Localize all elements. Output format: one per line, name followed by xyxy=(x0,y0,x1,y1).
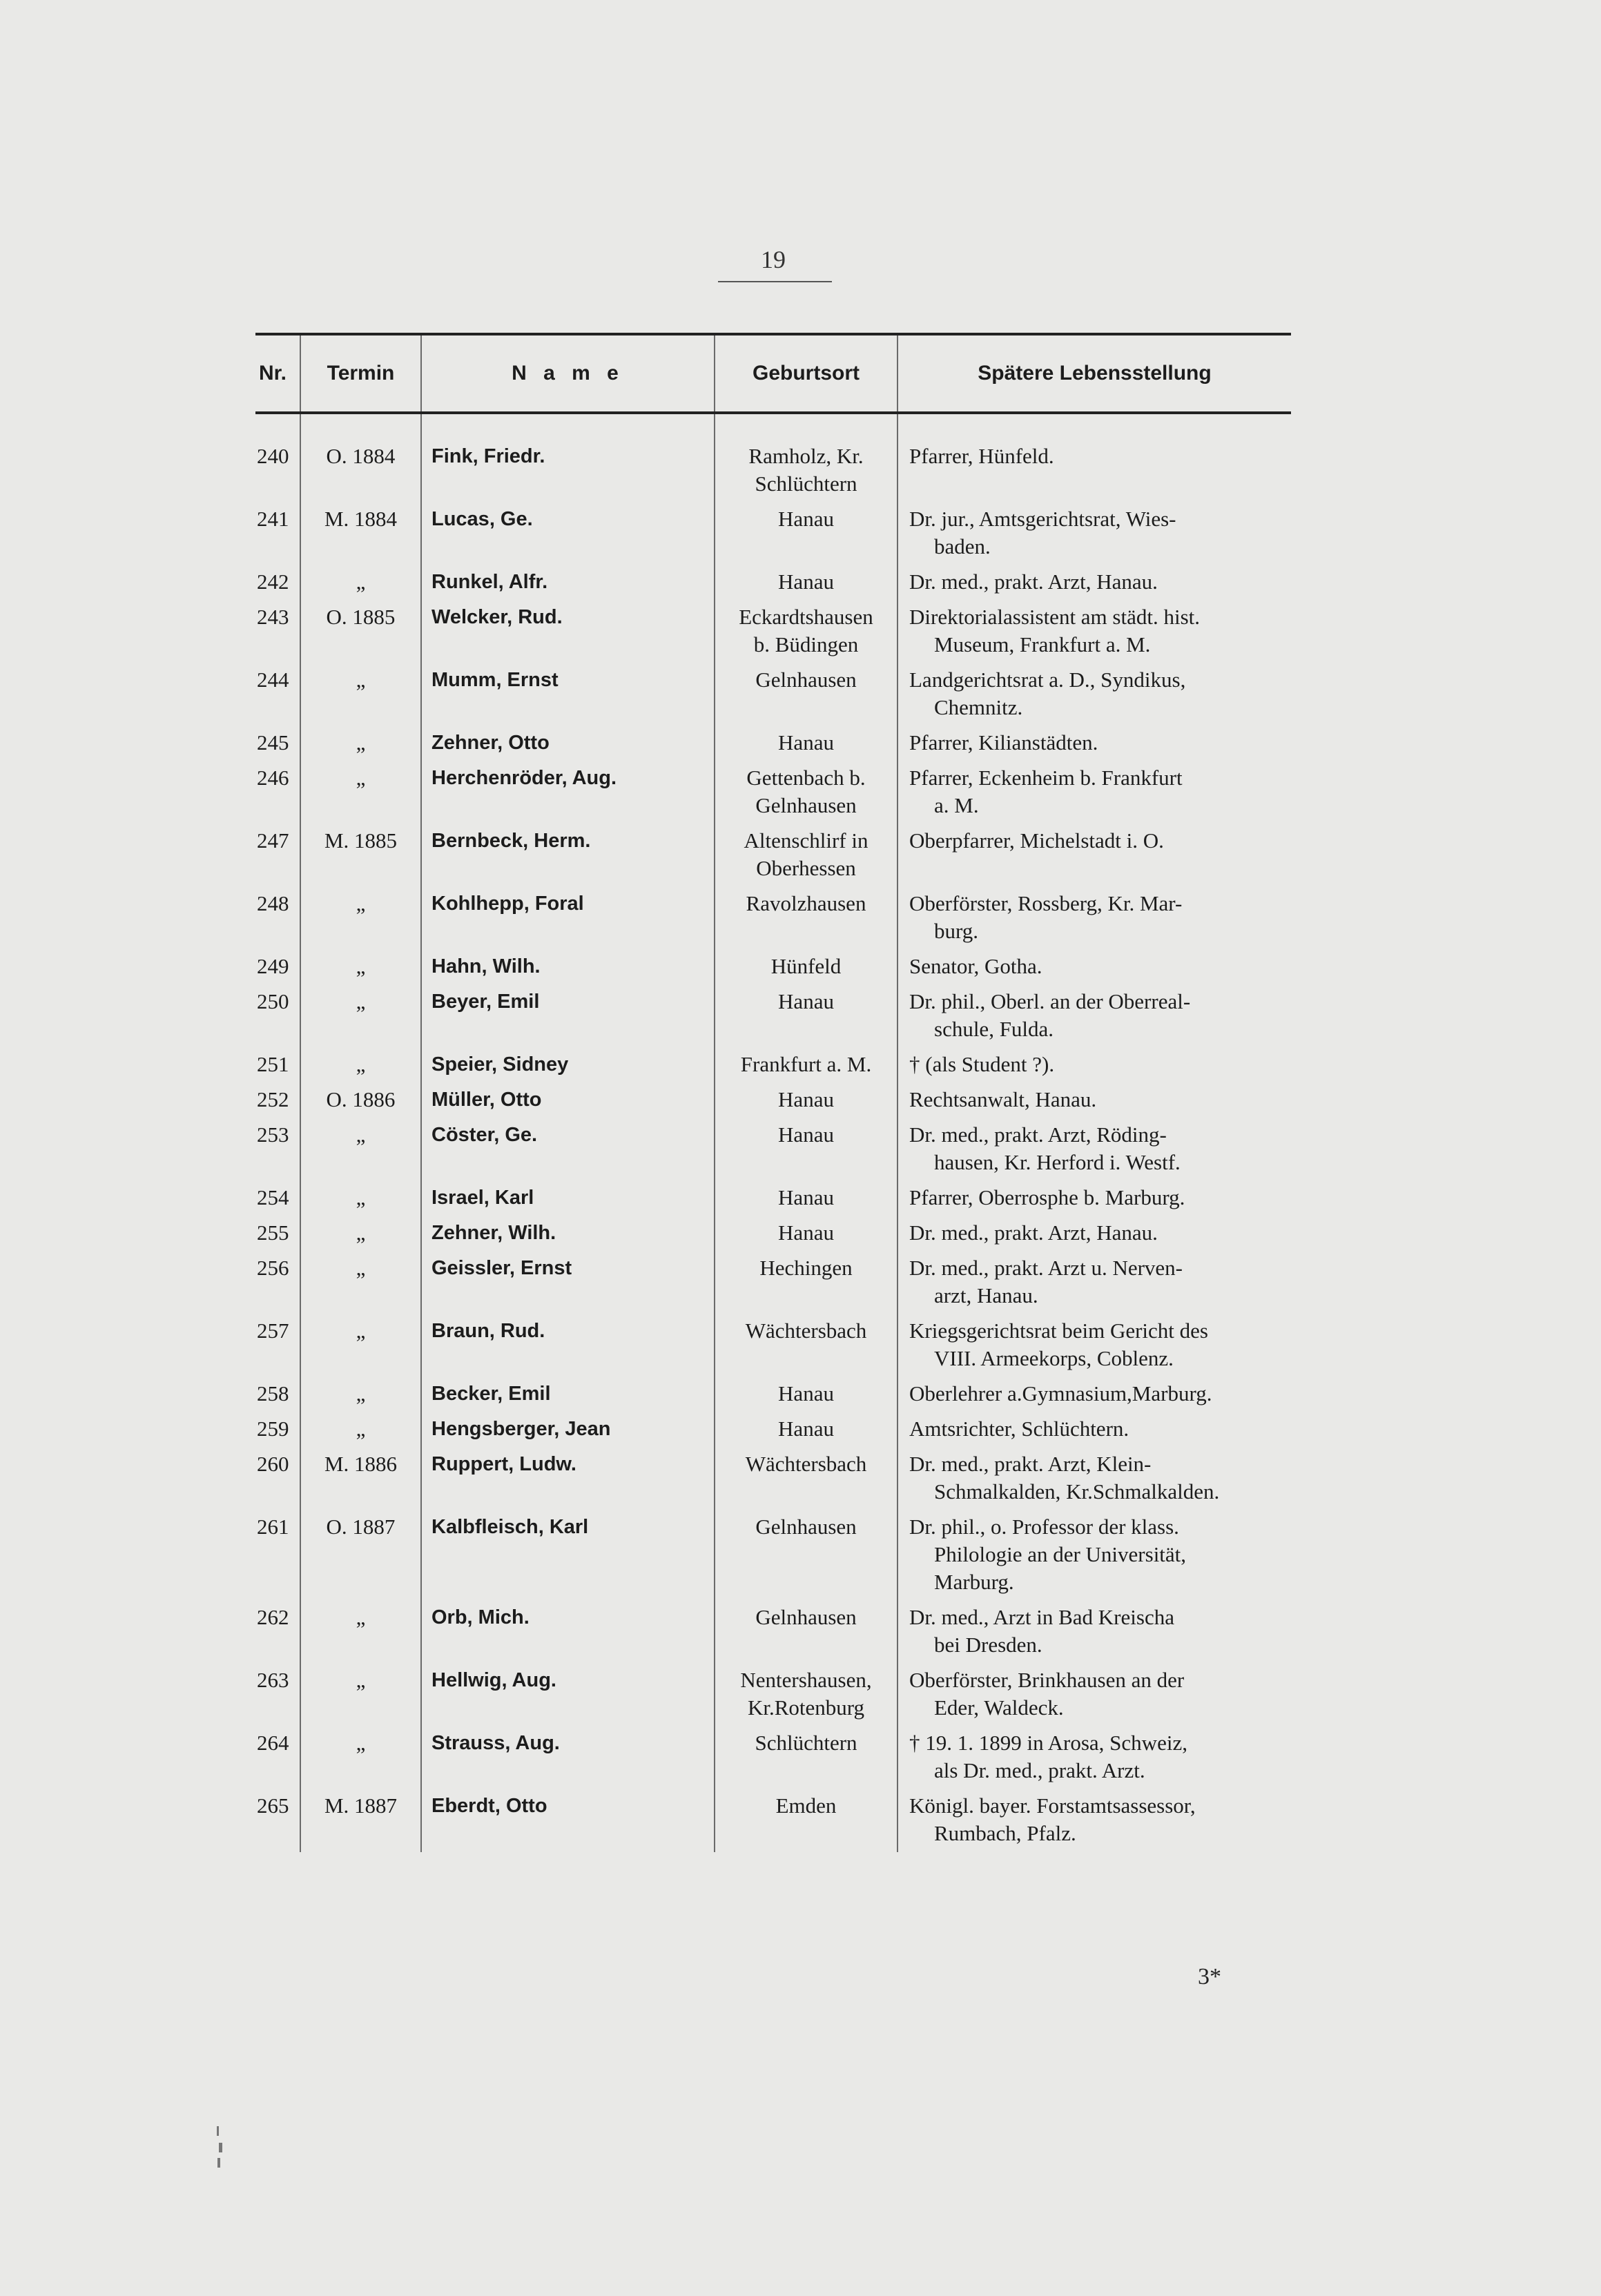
table-row xyxy=(255,1377,1291,1412)
header-name: N a m e xyxy=(421,334,715,413)
lebensstellung-line: Landgerichtsrat a. D., Syndikus, xyxy=(909,668,1186,692)
table-row xyxy=(255,565,1291,601)
row-geburtsort xyxy=(715,1048,897,1083)
geburtsort-line: Hanau xyxy=(778,1417,834,1441)
row-geburtsort xyxy=(715,726,897,761)
lebensstellung-line: Direktorialassistent am städt. hist. xyxy=(909,605,1201,629)
row-geburtsort xyxy=(715,1083,897,1118)
table-row xyxy=(255,1664,1291,1726)
row-termin: „ xyxy=(300,1726,421,1789)
row-geburtsort xyxy=(715,985,897,1048)
row-termin: „ xyxy=(300,985,421,1048)
row-name: Zehner, Wilh. xyxy=(421,1216,715,1252)
geburtsort-line: Oberhessen xyxy=(756,856,856,880)
row-name: Eberdt, Otto xyxy=(421,1789,715,1852)
row-name: Geissler, Ernst xyxy=(421,1252,715,1314)
row-lebensstellung xyxy=(897,1252,1291,1314)
row-geburtsort xyxy=(715,1510,897,1601)
row-geburtsort xyxy=(715,1601,897,1664)
row-lebensstellung xyxy=(897,1448,1291,1510)
lebensstellung-line: Kriegsgerichtsrat beim Gericht des xyxy=(909,1319,1208,1343)
table-body xyxy=(255,413,1291,1852)
geburtsort-line: Gelnhausen xyxy=(755,668,857,692)
row-nr: 254 xyxy=(257,1185,289,1209)
geburtsort-line: Wächtersbach xyxy=(745,1319,867,1343)
lebensstellung-line: Oberförster, Rossberg, Kr. Mar- xyxy=(909,891,1183,915)
row-name: Hellwig, Aug. xyxy=(421,1664,715,1726)
row-nr: 257 xyxy=(257,1319,289,1343)
geburtsort-line: Gelnhausen xyxy=(755,793,857,817)
lebensstellung-line: Marburg. xyxy=(934,1570,1014,1594)
row-geburtsort xyxy=(715,440,897,503)
row-lebensstellung xyxy=(897,1789,1291,1852)
row-nr: 264 xyxy=(257,1731,289,1755)
row-nr: 258 xyxy=(257,1381,289,1405)
row-geburtsort xyxy=(715,1216,897,1252)
row-name: Kohlhepp, Foral xyxy=(421,887,715,950)
row-name: Zehner, Otto xyxy=(421,726,715,761)
lebensstellung-line: burg. xyxy=(934,919,979,943)
row-lebensstellung xyxy=(897,1083,1291,1118)
table-row xyxy=(255,887,1291,950)
row-termin: M. 1886 xyxy=(300,1448,421,1510)
geburtsort-line: Hünfeld xyxy=(770,954,842,978)
row-nr: 259 xyxy=(257,1417,289,1441)
row-lebensstellung xyxy=(897,1510,1291,1601)
row-geburtsort xyxy=(715,1118,897,1181)
row-lebensstellung xyxy=(897,726,1291,761)
row-termin: M. 1885 xyxy=(300,824,421,887)
table-row xyxy=(255,1314,1291,1377)
geburtsort-line: Frankfurt a. M. xyxy=(740,1052,872,1076)
table-row xyxy=(255,601,1291,663)
geburtsort-line: Hanau xyxy=(778,570,834,594)
row-lebensstellung xyxy=(897,950,1291,985)
lebensstellung-line: Oberlehrer a.Gymnasium,Marburg. xyxy=(909,1381,1212,1405)
row-termin: „ xyxy=(300,726,421,761)
table-row xyxy=(255,1448,1291,1510)
lebensstellung-line: Pfarrer, Kilianstädten. xyxy=(909,730,1098,755)
row-geburtsort xyxy=(715,1789,897,1852)
geburtsort-line: Gelnhausen xyxy=(755,1515,857,1539)
geburtsort-line: Eckardtshausen xyxy=(739,605,873,629)
lebensstellung-line: Museum, Frankfurt a. M. xyxy=(934,632,1151,656)
table-row xyxy=(255,824,1291,887)
margin-mark xyxy=(214,2126,226,2168)
row-name: Hahn, Wilh. xyxy=(421,950,715,985)
student-register-table xyxy=(255,333,1291,1852)
row-name: Cöster, Ge. xyxy=(421,1118,715,1181)
table-row xyxy=(255,950,1291,985)
row-termin: „ xyxy=(300,1314,421,1377)
row-termin: „ xyxy=(300,1252,421,1314)
table-row xyxy=(255,1252,1291,1314)
row-geburtsort xyxy=(715,1664,897,1726)
table-row xyxy=(255,1216,1291,1252)
row-termin: „ xyxy=(300,565,421,601)
row-lebensstellung xyxy=(897,1664,1291,1726)
row-nr: 242 xyxy=(257,570,289,594)
geburtsort-line: Hanau xyxy=(778,1185,834,1209)
row-termin: „ xyxy=(300,1181,421,1216)
lebensstellung-line: Schmalkalden, Kr.Schmalkalden. xyxy=(934,1479,1220,1504)
row-nr: 241 xyxy=(257,507,289,531)
geburtsort-line: Ramholz, Kr. xyxy=(748,444,864,468)
geburtsort-line: Hechingen xyxy=(759,1256,853,1280)
row-nr: 246 xyxy=(257,766,289,790)
row-name: Bernbeck, Herm. xyxy=(421,824,715,887)
lebensstellung-line: Dr. phil., Oberl. an der Oberreal- xyxy=(909,989,1191,1013)
geburtsort-line: Hanau xyxy=(778,507,834,531)
row-termin: O. 1884 xyxy=(300,440,421,503)
row-termin: „ xyxy=(300,663,421,726)
row-nr: 252 xyxy=(257,1087,289,1111)
row-termin: „ xyxy=(300,1048,421,1083)
geburtsort-line: b. Büdingen xyxy=(753,632,859,656)
lebensstellung-line: Oberpfarrer, Michelstadt i. O. xyxy=(909,828,1164,853)
row-termin: „ xyxy=(300,1118,421,1181)
row-name: Runkel, Alfr. xyxy=(421,565,715,601)
row-geburtsort xyxy=(715,601,897,663)
row-termin: „ xyxy=(300,1377,421,1412)
page-number: 19 xyxy=(761,246,786,273)
lebensstellung-line: arzt, Hanau. xyxy=(934,1283,1038,1307)
row-termin: „ xyxy=(300,950,421,985)
lebensstellung-line: hausen, Kr. Herford i. Westf. xyxy=(934,1150,1181,1174)
row-nr: 244 xyxy=(257,668,289,692)
row-name: Lucas, Ge. xyxy=(421,503,715,565)
row-termin: „ xyxy=(300,887,421,950)
lebensstellung-line: Pfarrer, Hünfeld. xyxy=(909,444,1054,468)
lebensstellung-line: baden. xyxy=(934,534,991,558)
row-nr: 243 xyxy=(257,605,289,629)
row-geburtsort xyxy=(715,663,897,726)
table-row xyxy=(255,1510,1291,1601)
lebensstellung-line: Pfarrer, Eckenheim b. Frankfurt xyxy=(909,766,1183,790)
row-termin: M. 1887 xyxy=(300,1789,421,1852)
row-name: Herchenröder, Aug. xyxy=(421,761,715,824)
lebensstellung-line: Königl. bayer. Forstamtsassessor, xyxy=(909,1793,1196,1818)
lebensstellung-line: Dr. med., prakt. Arzt, Hanau. xyxy=(909,570,1158,594)
lebensstellung-line: Dr. med., Arzt in Bad Kreischa xyxy=(909,1605,1174,1629)
row-geburtsort xyxy=(715,824,897,887)
row-nr: 261 xyxy=(257,1515,289,1539)
signature-mark: 3* xyxy=(1198,1964,1221,1989)
row-termin: „ xyxy=(300,1412,421,1448)
table-row xyxy=(255,1789,1291,1852)
row-nr: 249 xyxy=(257,954,289,978)
row-termin: „ xyxy=(300,1216,421,1252)
lebensstellung-line: schule, Fulda. xyxy=(934,1017,1054,1041)
geburtsort-line: Schlüchtern xyxy=(755,1731,857,1755)
row-name: Braun, Rud. xyxy=(421,1314,715,1377)
row-lebensstellung xyxy=(897,887,1291,950)
row-lebensstellung xyxy=(897,985,1291,1048)
row-geburtsort xyxy=(715,565,897,601)
lebensstellung-line: bei Dresden. xyxy=(934,1633,1042,1657)
geburtsort-line: Hanau xyxy=(778,1087,834,1111)
lebensstellung-line: Philologie an der Universität, xyxy=(934,1542,1187,1566)
lebensstellung-line: † (als Student ?). xyxy=(909,1052,1055,1076)
table-row xyxy=(255,985,1291,1048)
lebensstellung-line: a. M. xyxy=(934,793,979,817)
row-name: Speier, Sidney xyxy=(421,1048,715,1083)
row-lebensstellung xyxy=(897,1118,1291,1181)
row-name: Israel, Karl xyxy=(421,1181,715,1216)
table-row xyxy=(255,1083,1291,1118)
row-nr: 250 xyxy=(257,989,289,1013)
row-name: Hengsberger, Jean xyxy=(421,1412,715,1448)
lebensstellung-line: Chemnitz. xyxy=(934,695,1023,719)
row-name: Beyer, Emil xyxy=(421,985,715,1048)
row-nr: 251 xyxy=(257,1052,289,1076)
lebensstellung-line: Dr. med., prakt. Arzt u. Nerven- xyxy=(909,1256,1183,1280)
row-name: Strauss, Aug. xyxy=(421,1726,715,1789)
row-lebensstellung xyxy=(897,761,1291,824)
lebensstellung-line: Rumbach, Pfalz. xyxy=(934,1821,1076,1845)
geburtsort-line: Hanau xyxy=(778,989,834,1013)
lebensstellung-line: Pfarrer, Oberrosphe b. Marburg. xyxy=(909,1185,1185,1209)
row-name: Mumm, Ernst xyxy=(421,663,715,726)
row-lebensstellung xyxy=(897,601,1291,663)
geburtsort-line: Gelnhausen xyxy=(755,1605,857,1629)
row-lebensstellung xyxy=(897,565,1291,601)
geburtsort-line: Gettenbach b. xyxy=(746,766,866,790)
row-geburtsort xyxy=(715,1181,897,1216)
row-lebensstellung xyxy=(897,1216,1291,1252)
row-name: Müller, Otto xyxy=(421,1083,715,1118)
header-termin: Termin xyxy=(300,334,421,413)
header-lebensstellung: Spätere Lebensstellung xyxy=(897,334,1291,413)
table-row xyxy=(255,440,1291,503)
lebensstellung-line: Dr. med., prakt. Arzt, Hanau. xyxy=(909,1220,1158,1245)
row-lebensstellung xyxy=(897,440,1291,503)
row-nr: 240 xyxy=(257,444,289,468)
row-geburtsort xyxy=(715,1314,897,1377)
header-nr: Nr. xyxy=(255,334,300,413)
row-geburtsort xyxy=(715,503,897,565)
row-termin: O. 1887 xyxy=(300,1510,421,1601)
table-row xyxy=(255,1726,1291,1789)
lebensstellung-line: Rechtsanwalt, Hanau. xyxy=(909,1087,1097,1111)
header-geburtsort: Geburtsort xyxy=(715,334,897,413)
row-lebensstellung xyxy=(897,1601,1291,1664)
row-name: Fink, Friedr. xyxy=(421,440,715,503)
row-geburtsort xyxy=(715,1252,897,1314)
row-lebensstellung xyxy=(897,1314,1291,1377)
row-nr: 256 xyxy=(257,1256,289,1280)
row-nr: 265 xyxy=(257,1793,289,1818)
geburtsort-line: Altenschlirf in xyxy=(744,828,869,853)
row-lebensstellung xyxy=(897,1181,1291,1216)
lebensstellung-line: † 19. 1. 1899 in Arosa, Schweiz, xyxy=(909,1731,1187,1755)
lebensstellung-line: Eder, Waldeck. xyxy=(934,1695,1064,1720)
row-nr: 260 xyxy=(257,1452,289,1476)
row-name: Welcker, Rud. xyxy=(421,601,715,663)
row-lebensstellung xyxy=(897,1412,1291,1448)
lebensstellung-line: Senator, Gotha. xyxy=(909,954,1042,978)
table-row xyxy=(255,761,1291,824)
row-geburtsort xyxy=(715,1412,897,1448)
row-nr: 263 xyxy=(257,1668,289,1692)
row-nr: 247 xyxy=(257,828,289,853)
row-geburtsort xyxy=(715,887,897,950)
row-nr: 245 xyxy=(257,730,289,755)
row-lebensstellung xyxy=(897,663,1291,726)
row-geburtsort xyxy=(715,1726,897,1789)
table-row xyxy=(255,726,1291,761)
row-geburtsort xyxy=(715,950,897,985)
geburtsort-line: Hanau xyxy=(778,1122,834,1147)
row-termin: „ xyxy=(300,1664,421,1726)
geburtsort-line: Schlüchtern xyxy=(755,471,857,496)
geburtsort-line: Hanau xyxy=(778,730,834,755)
page-number-rule xyxy=(718,281,832,282)
row-name: Ruppert, Ludw. xyxy=(421,1448,715,1510)
row-name: Becker, Emil xyxy=(421,1377,715,1412)
lebensstellung-line: Amtsrichter, Schlüchtern. xyxy=(909,1417,1129,1441)
row-termin: O. 1886 xyxy=(300,1083,421,1118)
row-nr: 255 xyxy=(257,1220,289,1245)
lebensstellung-line: Oberförster, Brinkhausen an der xyxy=(909,1668,1185,1692)
row-name: Kalbfleisch, Karl xyxy=(421,1510,715,1601)
row-lebensstellung xyxy=(897,1048,1291,1083)
table-header-row xyxy=(255,334,1291,413)
table-row xyxy=(255,1412,1291,1448)
table-spacer xyxy=(255,413,1291,440)
row-termin: „ xyxy=(300,1601,421,1664)
row-geburtsort xyxy=(715,1377,897,1412)
table-row xyxy=(255,503,1291,565)
lebensstellung-line: Dr. jur., Amtsgerichtsrat, Wies- xyxy=(909,507,1176,531)
row-termin: O. 1885 xyxy=(300,601,421,663)
row-geburtsort xyxy=(715,1448,897,1510)
table-row xyxy=(255,1118,1291,1181)
geburtsort-line: Nentershausen, xyxy=(740,1668,872,1692)
lebensstellung-line: Dr. med., prakt. Arzt, Röding- xyxy=(909,1122,1167,1147)
geburtsort-line: Ravolzhausen xyxy=(746,891,866,915)
row-nr: 253 xyxy=(257,1122,289,1147)
row-nr: 262 xyxy=(257,1605,289,1629)
geburtsort-line: Hanau xyxy=(778,1220,834,1245)
geburtsort-line: Hanau xyxy=(778,1381,834,1405)
lebensstellung-line: Dr. med., prakt. Arzt, Klein- xyxy=(909,1452,1152,1476)
row-lebensstellung xyxy=(897,1726,1291,1789)
row-lebensstellung xyxy=(897,1377,1291,1412)
geburtsort-line: Kr.Rotenburg xyxy=(747,1695,865,1720)
row-lebensstellung xyxy=(897,503,1291,565)
table-row xyxy=(255,663,1291,726)
lebensstellung-line: als Dr. med., prakt. Arzt. xyxy=(934,1758,1145,1782)
row-geburtsort xyxy=(715,761,897,824)
row-name: Orb, Mich. xyxy=(421,1601,715,1664)
lebensstellung-line: Dr. phil., o. Professor der klass. xyxy=(909,1515,1179,1539)
table-row xyxy=(255,1048,1291,1083)
geburtsort-line: Emden xyxy=(775,1793,837,1818)
table-row xyxy=(255,1181,1291,1216)
row-termin: M. 1884 xyxy=(300,503,421,565)
geburtsort-line: Wächtersbach xyxy=(745,1452,867,1476)
lebensstellung-line: VIII. Armeekorps, Coblenz. xyxy=(934,1346,1174,1370)
table-row xyxy=(255,1601,1291,1664)
row-nr: 248 xyxy=(257,891,289,915)
row-lebensstellung xyxy=(897,824,1291,887)
row-termin: „ xyxy=(300,761,421,824)
